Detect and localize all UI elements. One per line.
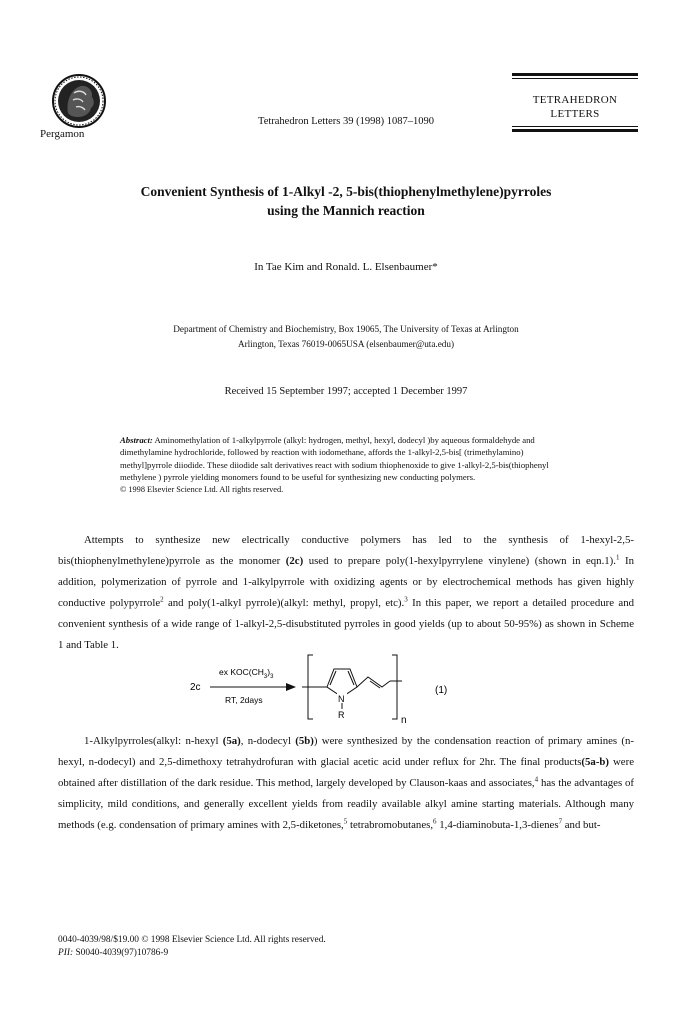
equation-number: (1) [435,685,448,696]
body-paragraph-1 [58,530,634,656]
journal-name-line1: TETRAHEDRON [532,94,618,106]
atom-nitrogen: N [338,694,345,704]
abstract [120,434,574,496]
journal-citation: Tetrahedron Letters 39 (1998) 1087–1090 [258,116,434,127]
p2-citation: 6 [433,817,437,826]
p2-citation: 5 [343,817,348,826]
p2-text: has the advantages of simplicity, mild conditions, and generally excellent yields from readily available alkyl amine starting materials. Although many methods (e.g. condensation of primary amines with 2,5-diketones, [58,777,634,831]
p1-citation: 2 [160,595,164,604]
footer-issn: 0040-4039/98/$19.00 © 1998 Elsevier Science Ltd. All rights reserved. [58,935,326,945]
header-rule-top [512,73,638,76]
p1-citation: 1 [615,553,620,562]
abstract-text: Aminomethylation of 1-alkylpyrrole (alkyl: hydrogen, methyl, hexyl, dodecyl )by aqueous formaldehyde and dimethylamine hydrochloride, followed by reaction with iodomethane, affords the 1-alkyl-2,5-bis[ (trimethylamino) methyl]pyrrole diiodide. These diiodide salt derivatives react with sodium thiophenoxide to give 1-alkyl-2,5-bis(thiophenyl methylene ) pyrrole yielding monomers found to be useful for synthesizing new conducting polymers. [120,435,549,483]
paper-title-line2: using the Mannich reaction [267,203,425,218]
header-rule-top-thin [512,78,638,79]
abstract-copyright: © 1998 Elsevier Science Ltd. All rights reserved. [120,484,284,494]
p1-text: In this paper, we report a detailed procedure and convenient synthesis of a wide range of 1-alkyl-2,5-disubstituted pyrroles in good yields (up to about 50-95%) as shown in Scheme 1 and Table 1. [58,597,634,651]
pyrrole-ring [327,669,357,697]
footer-pii-value: S0040-4039(97)10786-9 [73,948,169,958]
affiliation-line2: Arlington, Texas 76019-0065USA (elsenbaumer@uta.edu) [237,339,455,349]
p2-text: and but- [562,819,601,831]
scheme-reactant: 2c [190,682,201,693]
p2-text: 1,4-diaminobuta-1,3-dienes [436,819,559,831]
footer-pii-label: PII: [58,948,74,958]
scheme-reagent: ex $KOC(CH_3)_3$ [219,667,274,680]
paper-title-line1: Convenient Synthesis of 1-Alkyl -2, 5-bis(thiophenylmethylene)pyrroles [140,184,552,199]
header-rule-bottom-thin [512,126,638,127]
reaction-scheme [190,645,490,725]
affiliation-line1: Department of Chemistry and Biochemistry, Box 19065, The University of Texas at Arlington [173,324,519,334]
p2-text: were obtained after distillation of the dark residue. This method, largely developed by Clauson-kaas and associates, [58,756,634,789]
p2-citation: 7 [558,817,563,826]
p1-text: and poly(1-alkyl pyrrole)(alkyl: methyl, propyl, etc). [163,597,405,609]
repeat-unit-n: n [401,715,407,725]
p2-compound-ref: (5a-b) [581,756,610,768]
vinylene-bond [357,677,390,687]
journal-name [512,93,638,121]
p2-text: , n-dodecyl [240,735,296,747]
p2-compound-ref: (5b) [295,735,314,747]
p2-text: tetrabromobutanes, [347,819,434,831]
body-paragraph-2 [58,731,634,836]
abstract-label: Abstract: [120,435,153,445]
p2-text: ) were synthesized by the condensation reaction of primary amines (n-hexyl, n-dodecyl) and 2,5-dimethoxy tetrahydrofuran with glacial acetic acid under reflux for 2hr. The final products [58,735,634,768]
paper-title [60,182,632,220]
header-rule-bottom [512,129,638,132]
p1-compound-ref: (2c) [285,555,304,567]
affiliation [60,322,632,352]
footer-pii [58,947,326,960]
p2-compound-ref: (5a) [222,735,241,747]
publisher-name: Pergamon [40,128,85,140]
p1-citation: 3 [404,595,408,604]
p2-citation: 4 [534,775,539,784]
received-dates: Received 15 September 1997; accepted 1 December 1997 [224,386,468,397]
p2-text: 1-Alkylpyrroles(alkyl: n-hexyl [84,735,223,747]
authors: In Tae Kim and Ronald. L. Elsenbaumer* [254,261,438,273]
scheme-conditions: RT, 2days [225,695,263,705]
p1-text: Attempts to synthesize new electrically conductive polymers has led to the synthesis of 1-hexyl-2,5-bis(thiophenylmethylene)pyrrole as the monomer [58,534,634,567]
journal-name-line2: LETTERS [550,108,600,120]
page-footer [58,934,326,960]
polymer-bracket-right [392,655,397,719]
p1-text: used to prepare poly(1-hexylpyrrylene vinylene) (shown in eqn.1). [303,555,616,567]
reaction-arrow-head [286,683,296,691]
atom-r-group: R [338,710,345,720]
p1-text: In addition, polymerization of pyrrole and 1-alkylpyrrole with oxidizing agents or by electrochemical methods has given highly conductive polypyrrole [58,555,634,609]
